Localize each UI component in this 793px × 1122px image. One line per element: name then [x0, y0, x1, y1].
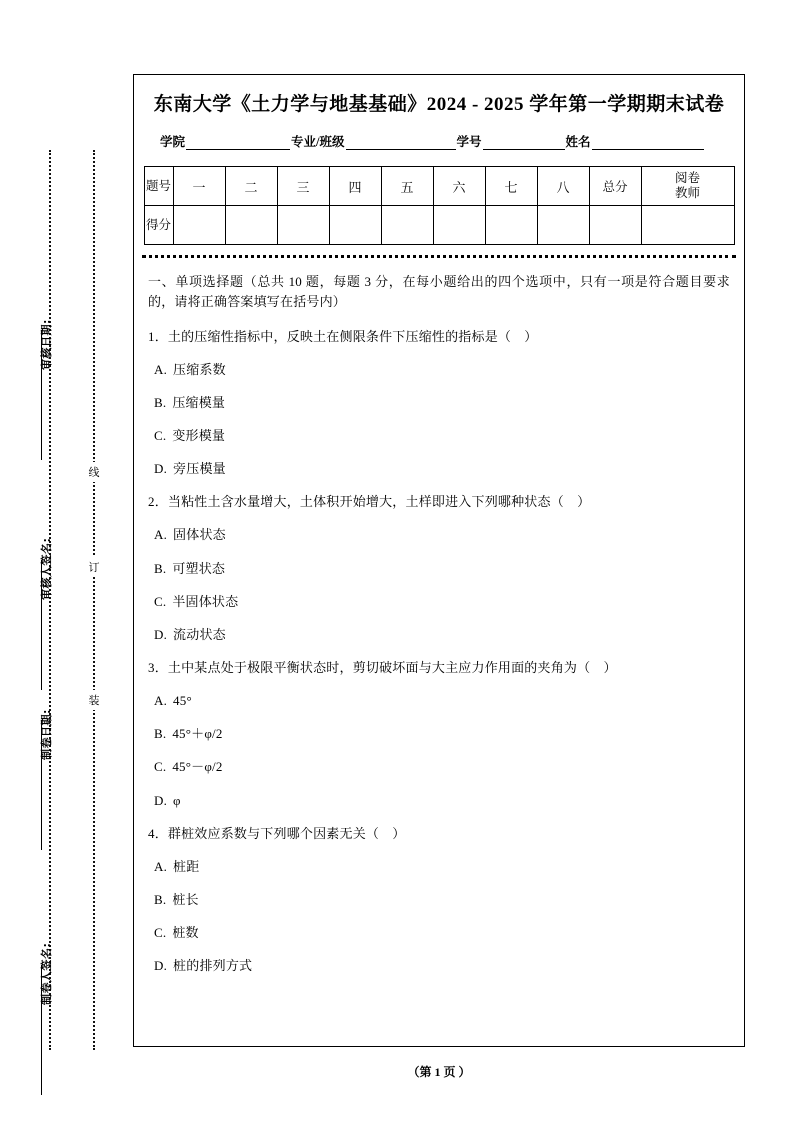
field-input-name[interactable]	[592, 136, 704, 150]
option-text: 压缩模量	[172, 394, 226, 410]
left-binding-margin	[0, 0, 133, 1122]
question-2-stem: 2．当粘性土含水量增大，土体积开始增大，土样即进入下列哪种状态（ ）	[148, 494, 591, 510]
column-header-2: 二	[225, 167, 277, 206]
score-cell-8[interactable]	[537, 206, 589, 245]
score-cell-1[interactable]	[173, 206, 225, 245]
field-label-student-id: 学号	[456, 135, 482, 150]
row-label-question-number: 题号	[144, 167, 173, 206]
question-2-option-a[interactable]	[148, 525, 730, 545]
score-table	[144, 166, 735, 245]
fold-mark-zhuang: 装	[86, 690, 102, 710]
column-header-5: 五	[381, 167, 433, 206]
question-3	[148, 658, 730, 811]
question-2	[148, 492, 730, 645]
option-text: 桩数	[172, 925, 199, 941]
option-text: 可塑状态	[172, 560, 226, 576]
option-key: D.	[154, 792, 168, 808]
binding-dotted-line-outer	[49, 150, 51, 1050]
section-heading: 一、单项选择题（总共 10 题，每题 3 分，在每小题给出的四个选项中，只有一项是符合题目要求的，请将正确答案填写在括号内）	[148, 274, 730, 310]
question-1	[148, 327, 730, 480]
field-input-major-class[interactable]	[346, 136, 456, 150]
question-1-option-c[interactable]	[148, 426, 730, 446]
question-1-option-d[interactable]	[148, 459, 730, 479]
option-key: A.	[154, 527, 168, 543]
option-text: 旁压模量	[173, 461, 226, 477]
option-text: 流动状态	[173, 626, 226, 642]
column-header-6: 六	[433, 167, 485, 206]
score-cell-marker-teacher[interactable]	[641, 206, 734, 245]
option-key: C.	[154, 593, 167, 609]
row-label-score: 得分	[144, 206, 173, 245]
option-text: 桩的排列方式	[173, 958, 253, 974]
option-text: 固体状态	[173, 527, 226, 543]
section-divider	[142, 255, 736, 258]
option-key: B.	[154, 892, 167, 908]
column-header-4: 四	[329, 167, 381, 206]
option-text: 桩长	[172, 892, 199, 908]
option-key: D.	[154, 461, 168, 477]
question-2-option-b[interactable]	[148, 559, 730, 579]
question-4-option-d[interactable]	[148, 956, 730, 976]
option-key: B.	[154, 560, 167, 576]
question-1-option-b[interactable]	[148, 393, 730, 413]
option-key: D.	[154, 958, 168, 974]
field-label-name: 姓名	[565, 135, 591, 150]
field-input-student-id[interactable]	[483, 136, 565, 150]
option-text: 半固体状态	[172, 593, 239, 609]
question-2-option-c[interactable]	[148, 592, 730, 612]
column-header-total: 总分	[589, 167, 641, 206]
margin-label-review-date: 审核日期:	[40, 319, 53, 370]
table-row-scores	[144, 206, 734, 245]
option-key: C.	[154, 925, 167, 941]
option-text: 桩距	[173, 858, 200, 874]
column-header-1: 一	[173, 167, 225, 206]
exam-page-frame	[133, 74, 745, 1047]
option-key: B.	[154, 394, 167, 410]
column-header-8: 八	[537, 167, 589, 206]
option-key: A.	[154, 858, 168, 874]
question-1-stem: 1．土的压缩性指标中，反映土在侧限条件下压缩性的指标是（ ）	[148, 328, 538, 344]
student-info-line	[160, 132, 726, 150]
score-cell-3[interactable]	[277, 206, 329, 245]
option-key: A.	[154, 361, 168, 377]
question-4-option-c[interactable]	[148, 923, 730, 943]
column-header-3: 三	[277, 167, 329, 206]
field-label-college: 学院	[160, 135, 186, 150]
question-3-option-b[interactable]	[148, 724, 730, 744]
option-key: C.	[154, 428, 167, 444]
option-text: 45°＋φ/2	[172, 726, 223, 742]
question-3-option-d[interactable]	[148, 791, 730, 811]
table-row-question-numbers	[144, 167, 734, 206]
question-3-option-a[interactable]	[148, 691, 730, 711]
margin-label-production-date: 制卷日期:	[40, 709, 53, 760]
score-cell-6[interactable]	[433, 206, 485, 245]
marker-label-line1: 阅卷	[674, 171, 700, 186]
score-cell-5[interactable]	[381, 206, 433, 245]
score-cell-2[interactable]	[225, 206, 277, 245]
question-4-option-b[interactable]	[148, 890, 730, 910]
option-key: D.	[154, 626, 168, 642]
field-label-major-class: 专业/班级	[291, 135, 345, 150]
fold-mark-ding: 订	[86, 557, 102, 577]
option-key: A.	[154, 693, 168, 709]
question-3-stem: 3．土中某点处于极限平衡状态时，剪切破坏面与大主应力作用面的夹角为（ ）	[148, 660, 617, 676]
fold-mark-xian: 线	[86, 462, 102, 482]
field-input-college[interactable]	[186, 136, 290, 150]
option-key: B.	[154, 726, 167, 742]
column-header-7: 七	[485, 167, 537, 206]
question-1-option-a[interactable]	[148, 360, 730, 380]
page-footer: （第 1 页 ）	[407, 1065, 471, 1079]
exam-body	[148, 272, 730, 976]
score-cell-4[interactable]	[329, 206, 381, 245]
margin-label-producer-signature: 制卷人签名:	[40, 942, 53, 1005]
question-2-option-d[interactable]	[148, 625, 730, 645]
option-key: C.	[154, 759, 167, 775]
option-text: φ	[173, 792, 181, 808]
binding-dotted-line-inner	[93, 150, 95, 1050]
option-text: 变形模量	[172, 428, 226, 444]
option-text: 压缩系数	[173, 361, 226, 377]
score-cell-total[interactable]	[589, 206, 641, 245]
option-text: 45°－φ/2	[172, 759, 223, 775]
question-4-option-a[interactable]	[148, 857, 730, 877]
margin-label-reviewer-signature: 审核人签名:	[40, 537, 53, 600]
column-header-marker-teacher	[641, 167, 734, 206]
score-cell-7[interactable]	[485, 206, 537, 245]
question-4	[148, 824, 730, 977]
option-text: 45°	[173, 693, 192, 709]
marker-label-line2: 教师	[674, 186, 700, 201]
page-title: 东南大学《土力学与地基基础》2024 - 2025 学年第一学期期末试卷	[153, 94, 725, 115]
question-3-option-c[interactable]	[148, 757, 730, 777]
question-4-stem: 4．群桩效应系数与下列哪个因素无关（ ）	[148, 825, 406, 841]
